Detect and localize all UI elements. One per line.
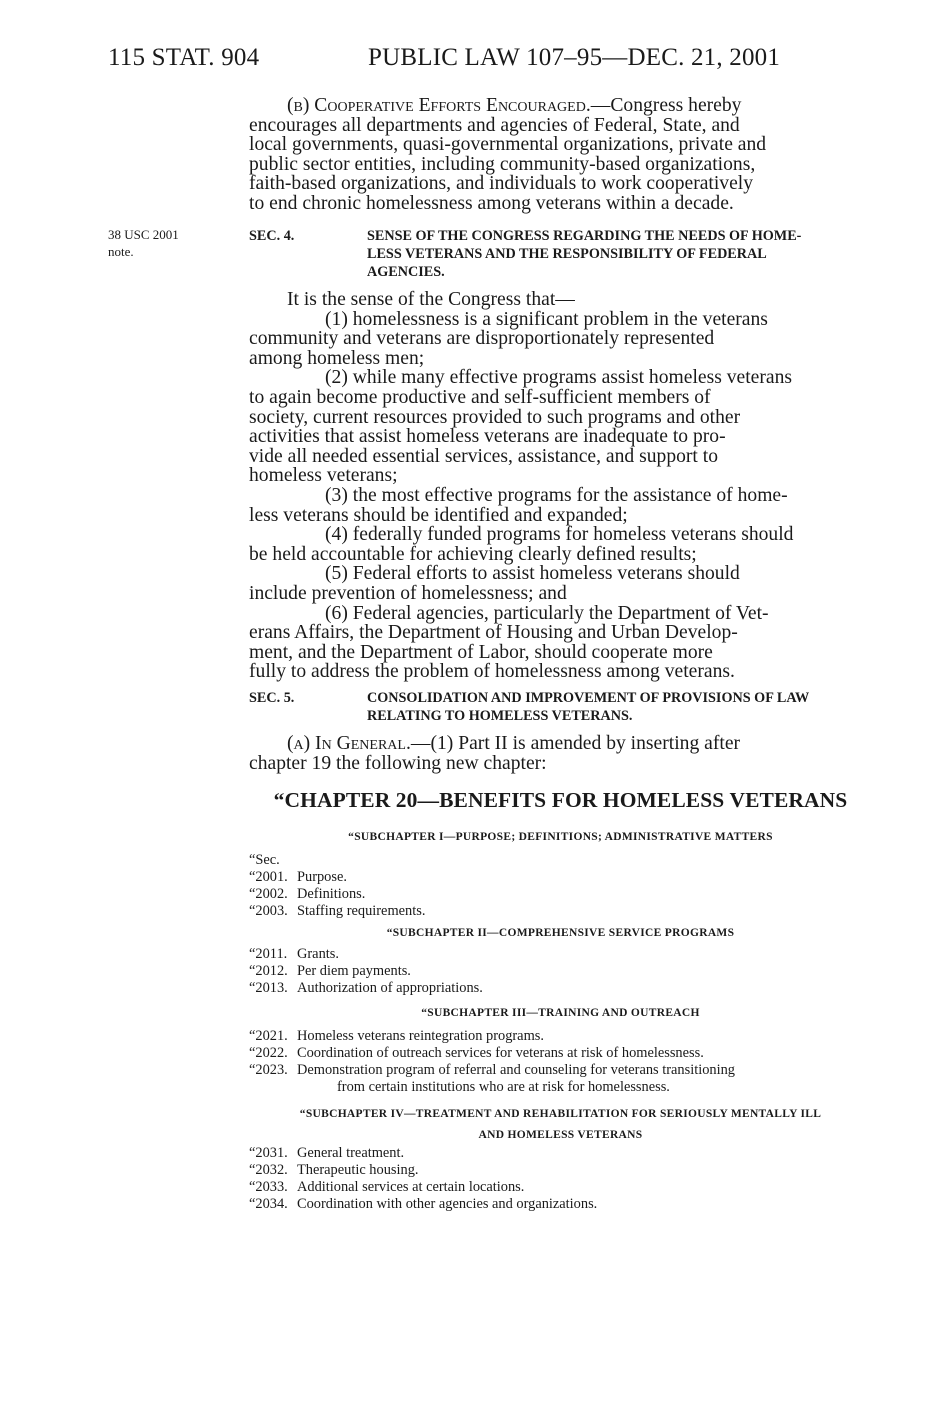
section-5-para-a-heading: (a) In General.— bbox=[287, 733, 431, 754]
margin-note bbox=[108, 226, 228, 260]
subsection-b-line: local governments, quasi-governmental organizations, private and bbox=[249, 134, 767, 156]
toc-entry: “2013. Authorization of appropriations. bbox=[249, 980, 483, 996]
finding-item: (3) the most effective programs for the assistance of home- bbox=[325, 484, 788, 506]
section-5-label: SEC. 5. bbox=[249, 690, 295, 706]
subchapter-2 bbox=[249, 927, 872, 939]
toc-entry: “2011. Grants. bbox=[249, 946, 339, 962]
toc-entry: “2023. Demonstration program of referral and counseling for veterans transitioning bbox=[249, 1062, 735, 1078]
finding-item: vide all needed essential services, assistance, and support to bbox=[249, 445, 719, 467]
finding-item: fully to address the problem of homelessness among veterans. bbox=[249, 661, 735, 683]
running-header: PUBLIC LAW 107–95—DEC. 21, 2001 bbox=[368, 44, 781, 71]
toc-entry: “2002. Definitions. bbox=[249, 886, 366, 902]
subchapter-title: “SUBCHAPTER IV—TREATMENT AND REHABILITATION FOR SERIOUSLY MENTALLY ILL AND HOMELESS VETERANS bbox=[299, 1108, 822, 1141]
section-5-title: SEC. 5. CONSOLIDATION AND IMPROVEMENT OF PROVISIONS OF LAW RELATING TO HOMELESS VETERANS. bbox=[249, 690, 810, 724]
toc-entry: “2031. General treatment. bbox=[249, 1145, 405, 1161]
margin-note-line: note. bbox=[108, 244, 134, 259]
finding-item: (6) Federal agencies, particularly the Department of Vet- bbox=[325, 602, 769, 624]
subchapter-4 bbox=[249, 1104, 872, 1146]
section-4-heading bbox=[249, 227, 872, 281]
finding-item: activities that assist homeless veterans are inadequate to pro- bbox=[249, 426, 726, 448]
finding-item: less veterans should be identified and expanded; bbox=[249, 504, 628, 526]
section-4-label: SEC. 4. bbox=[249, 228, 295, 244]
finding-item: erans Affairs, the Department of Housing and Urban Develop- bbox=[249, 622, 738, 644]
margin-note-line: 38 USC 2001 bbox=[108, 227, 179, 242]
subchapter-3-toc bbox=[249, 1028, 735, 1096]
finding-item: homeless veterans; bbox=[249, 465, 398, 487]
section-4-intro: It is the sense of the Congress that— bbox=[287, 289, 575, 310]
section-5-heading bbox=[249, 689, 872, 725]
toc-entry: “2003. Staffing requirements. bbox=[249, 903, 426, 919]
toc-entry: “2001. Purpose. bbox=[249, 869, 347, 885]
finding-item: (4) federally funded programs for homeless veterans should bbox=[325, 524, 794, 546]
toc-entry: “2033. Additional services at certain locations. bbox=[249, 1179, 525, 1195]
subsection-b-heading: (b) Cooperative Efforts Encouraged.— bbox=[287, 95, 611, 116]
subchapter-1-toc bbox=[249, 852, 425, 920]
finding-item: society, current resources provided to such programs and other bbox=[249, 406, 741, 428]
page-citation: 115 STAT. 904 bbox=[108, 44, 260, 71]
toc-entry: “2021. Homeless veterans reintegration programs. bbox=[249, 1028, 544, 1044]
subsection-b-line: encourages all departments and agencies of Federal, State, and bbox=[249, 114, 740, 136]
subchapter-title: “SUBCHAPTER II—COMPREHENSIVE SERVICE PROGRAMS bbox=[386, 927, 735, 939]
subsection-b bbox=[249, 96, 872, 214]
toc-entry-continuation: from certain institutions who are at risk for homelessness. bbox=[337, 1079, 670, 1095]
subchapter-2-toc bbox=[249, 946, 483, 997]
subchapter-1 bbox=[249, 831, 872, 843]
toc-entry: “2012. Per diem payments. bbox=[249, 963, 411, 979]
finding-item: (2) while many effective programs assist homeless veterans bbox=[325, 367, 793, 389]
toc-entry: “2022. Coordination of outreach services for veterans at risk of homelessness. bbox=[249, 1045, 704, 1061]
subsection-b-line: to end chronic homelessness among veterans within a decade. bbox=[249, 192, 734, 214]
finding-item: ment, and the Department of Labor, should cooperate more bbox=[249, 641, 713, 663]
section-4-title: SEC. 4. SENSE OF THE CONGRESS REGARDING THE NEEDS OF HOME- LESS VETERANS AND THE RESPONSIBILITY OF FEDERAL AGENCIES. bbox=[249, 228, 802, 280]
subchapter-3 bbox=[249, 1007, 872, 1019]
finding-item: include prevention of homelessness; and bbox=[249, 582, 567, 604]
subsection-b-line: (b) Cooperative Efforts Encouraged.—Congress hereby bbox=[287, 95, 742, 116]
finding-item: (1) homelessness is a significant problem in the veterans bbox=[325, 308, 768, 330]
subchapter-title: “SUBCHAPTER III—TRAINING AND OUTREACH bbox=[421, 1007, 700, 1019]
finding-item: be held accountable for achieving clearly defined results; bbox=[249, 543, 697, 565]
finding-item: community and veterans are disproportionately represented bbox=[249, 328, 715, 350]
subchapter-title: “SUBCHAPTER I—PURPOSE; DEFINITIONS; ADMINISTRATIVE MATTERS bbox=[348, 831, 773, 843]
section-5-body bbox=[249, 734, 872, 773]
finding-item: among homeless men; bbox=[249, 347, 425, 369]
finding-item: to again become productive and self-sufficient members of bbox=[249, 386, 711, 408]
subsection-b-line: faith-based organizations, and individuals to work cooperatively bbox=[249, 173, 754, 195]
toc-entry: “2032. Therapeutic housing. bbox=[249, 1162, 419, 1178]
finding-item: (5) Federal efforts to assist homeless veterans should bbox=[325, 563, 740, 585]
section-5-para-a-line: chapter 19 the following new chapter: bbox=[249, 752, 547, 774]
subsection-b-line: public sector entities, including community-based organizations, bbox=[249, 153, 756, 175]
subchapter-4-toc bbox=[249, 1145, 597, 1213]
section-5-para-a: (a) In General.—(1) Part II is amended by inserting after bbox=[287, 733, 741, 754]
chapter-title: “CHAPTER 20—BENEFITS FOR HOMELESS VETERANS bbox=[273, 788, 848, 812]
toc-entry: “2034. Coordination with other agencies and organizations. bbox=[249, 1196, 598, 1212]
section-4-body bbox=[249, 290, 872, 682]
toc-sec-label: “Sec. bbox=[249, 852, 280, 868]
